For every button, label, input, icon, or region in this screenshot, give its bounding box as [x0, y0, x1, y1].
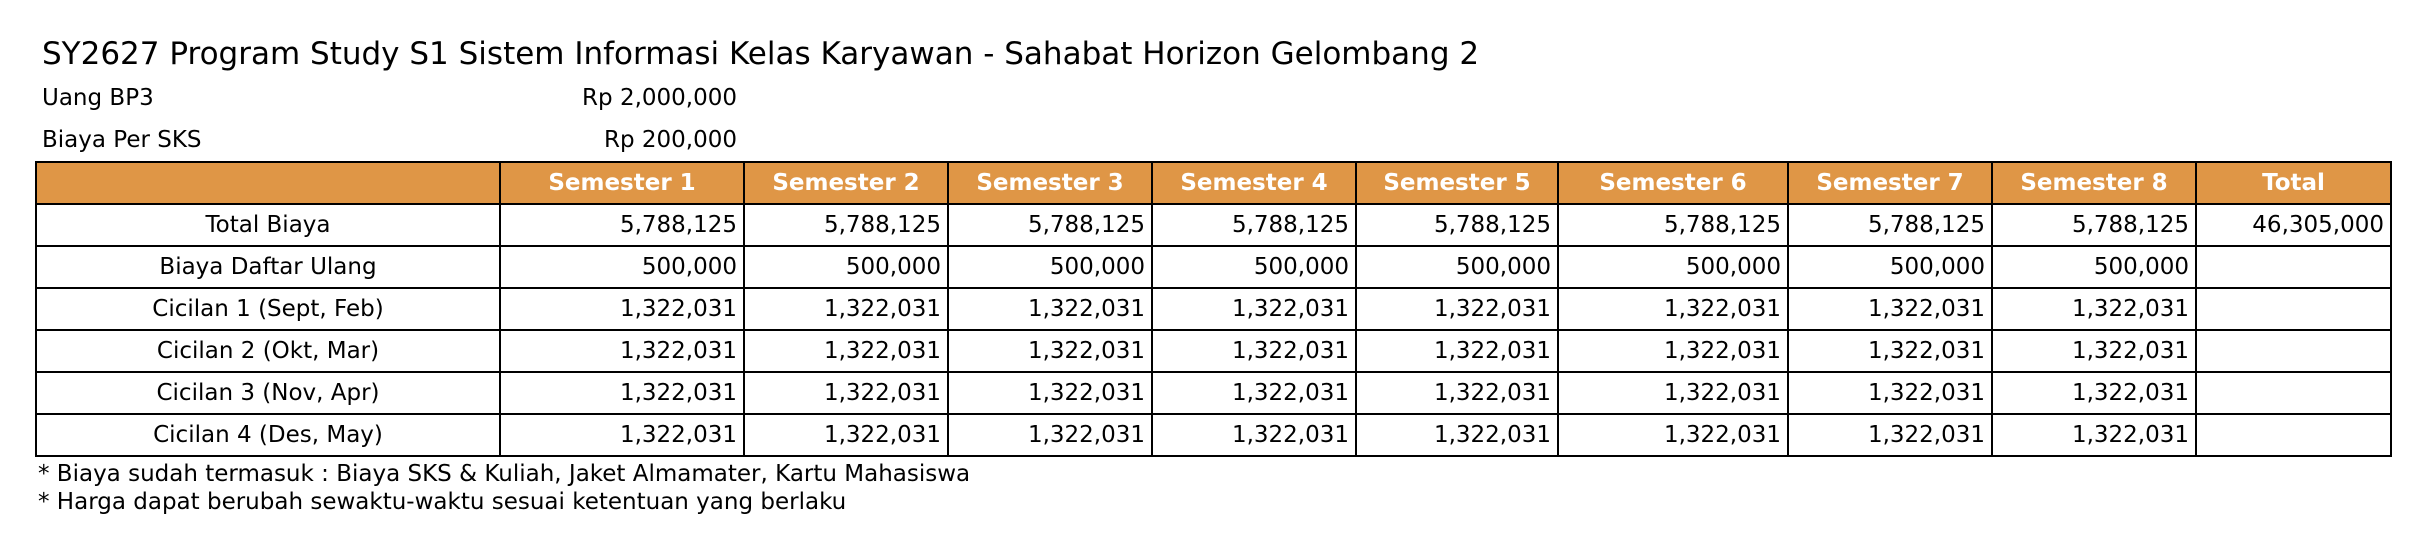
table-cell: 5,788,125 [500, 204, 744, 246]
table-cell: 1,322,031 [500, 330, 744, 372]
table-cell: 1,322,031 [744, 372, 948, 414]
table-cell: 5,788,125 [1558, 204, 1788, 246]
page-title: SY2627 Program Study S1 Sistem Informasi Kelas Karyawan - Sahabat Horizon Gelombang 2 [42, 36, 1480, 72]
table-cell: 500,000 [500, 246, 744, 288]
table-row [36, 288, 2391, 330]
table-cell: 1,322,031 [1558, 372, 1788, 414]
column-header: Semester 3 [948, 162, 1152, 204]
column-header: Semester 7 [1788, 162, 1992, 204]
column-header: Semester 4 [1152, 162, 1356, 204]
info-row-bp3 [42, 77, 737, 119]
table-cell: 1,322,031 [948, 330, 1152, 372]
table-cell: 1,322,031 [1152, 414, 1356, 456]
table-row [36, 204, 2391, 246]
table-cell: 1,322,031 [1788, 288, 1992, 330]
table-cell: 1,322,031 [1152, 330, 1356, 372]
table-cell: 1,322,031 [1558, 288, 1788, 330]
column-header: Semester 8 [1992, 162, 2196, 204]
column-header: Semester 5 [1356, 162, 1558, 204]
table-cell: 1,322,031 [500, 372, 744, 414]
table-cell: 1,322,031 [948, 414, 1152, 456]
table-cell: 1,322,031 [1992, 288, 2196, 330]
row-label: Biaya Daftar Ulang [36, 246, 500, 288]
table-cell: 1,322,031 [1992, 330, 2196, 372]
table-cell: 5,788,125 [744, 204, 948, 246]
table-cell [2196, 246, 2391, 288]
table-cell: 1,322,031 [744, 288, 948, 330]
table-row [36, 330, 2391, 372]
row-label: Total Biaya [36, 204, 500, 246]
table-cell: 1,322,031 [1788, 372, 1992, 414]
table-cell: 1,322,031 [1152, 372, 1356, 414]
column-header: Semester 6 [1558, 162, 1788, 204]
table-row [36, 246, 2391, 288]
row-label: Cicilan 2 (Okt, Mar) [36, 330, 500, 372]
table-cell: 5,788,125 [1992, 204, 2196, 246]
table-cell [2196, 288, 2391, 330]
table-cell: 500,000 [1788, 246, 1992, 288]
table-cell: 1,322,031 [744, 414, 948, 456]
table-cell: 500,000 [1152, 246, 1356, 288]
footnotes [38, 460, 970, 516]
row-label: Cicilan 3 (Nov, Apr) [36, 372, 500, 414]
table-cell: 1,322,031 [1356, 372, 1558, 414]
table-cell: 1,322,031 [1788, 330, 1992, 372]
table-cell: 500,000 [1558, 246, 1788, 288]
table-cell: 1,322,031 [1356, 414, 1558, 456]
table-cell: 500,000 [948, 246, 1152, 288]
header-corner-cell [36, 162, 500, 204]
table-cell: 5,788,125 [1788, 204, 1992, 246]
table-cell [2196, 372, 2391, 414]
info-value: Rp 2,000,000 [582, 85, 737, 111]
table-cell: 1,322,031 [744, 330, 948, 372]
table-cell [2196, 414, 2391, 456]
table-cell: 46,305,000 [2196, 204, 2391, 246]
table-cell: 1,322,031 [1992, 372, 2196, 414]
table-row [36, 414, 2391, 456]
column-header: Semester 1 [500, 162, 744, 204]
table-cell: 5,788,125 [1152, 204, 1356, 246]
table-cell: 1,322,031 [1356, 288, 1558, 330]
row-label: Cicilan 1 (Sept, Feb) [36, 288, 500, 330]
footnote: * Harga dapat berubah sewaktu-waktu sesuai ketentuan yang berlaku [38, 489, 847, 515]
table-cell: 1,322,031 [1788, 414, 1992, 456]
column-header: Total [2196, 162, 2391, 204]
table-cell: 1,322,031 [1558, 330, 1788, 372]
table-cell: 500,000 [744, 246, 948, 288]
table-cell: 1,322,031 [1558, 414, 1788, 456]
info-label: Biaya Per SKS [42, 127, 202, 153]
table-header-row [36, 162, 2391, 204]
table-cell: 1,322,031 [1152, 288, 1356, 330]
info-label: Uang BP3 [42, 85, 154, 111]
table-cell: 5,788,125 [948, 204, 1152, 246]
info-value: Rp 200,000 [603, 127, 737, 153]
table-cell: 1,322,031 [948, 288, 1152, 330]
table-cell: 1,322,031 [948, 372, 1152, 414]
table-row [36, 372, 2391, 414]
table-cell: 1,322,031 [1356, 330, 1558, 372]
table-cell: 1,322,031 [500, 414, 744, 456]
fee-table [35, 161, 2392, 457]
table-cell: 5,788,125 [1356, 204, 1558, 246]
table-cell: 500,000 [1356, 246, 1558, 288]
footnote: * Biaya sudah termasuk : Biaya SKS & Kuliah, Jaket Almamater, Kartu Mahasiswa [38, 461, 971, 487]
table-cell: 500,000 [1992, 246, 2196, 288]
column-header: Semester 2 [744, 162, 948, 204]
table-cell: 1,322,031 [1992, 414, 2196, 456]
table-cell: 1,322,031 [500, 288, 744, 330]
row-label: Cicilan 4 (Des, May) [36, 414, 500, 456]
table-cell [2196, 330, 2391, 372]
info-row-biaya-per-sks [42, 119, 737, 161]
